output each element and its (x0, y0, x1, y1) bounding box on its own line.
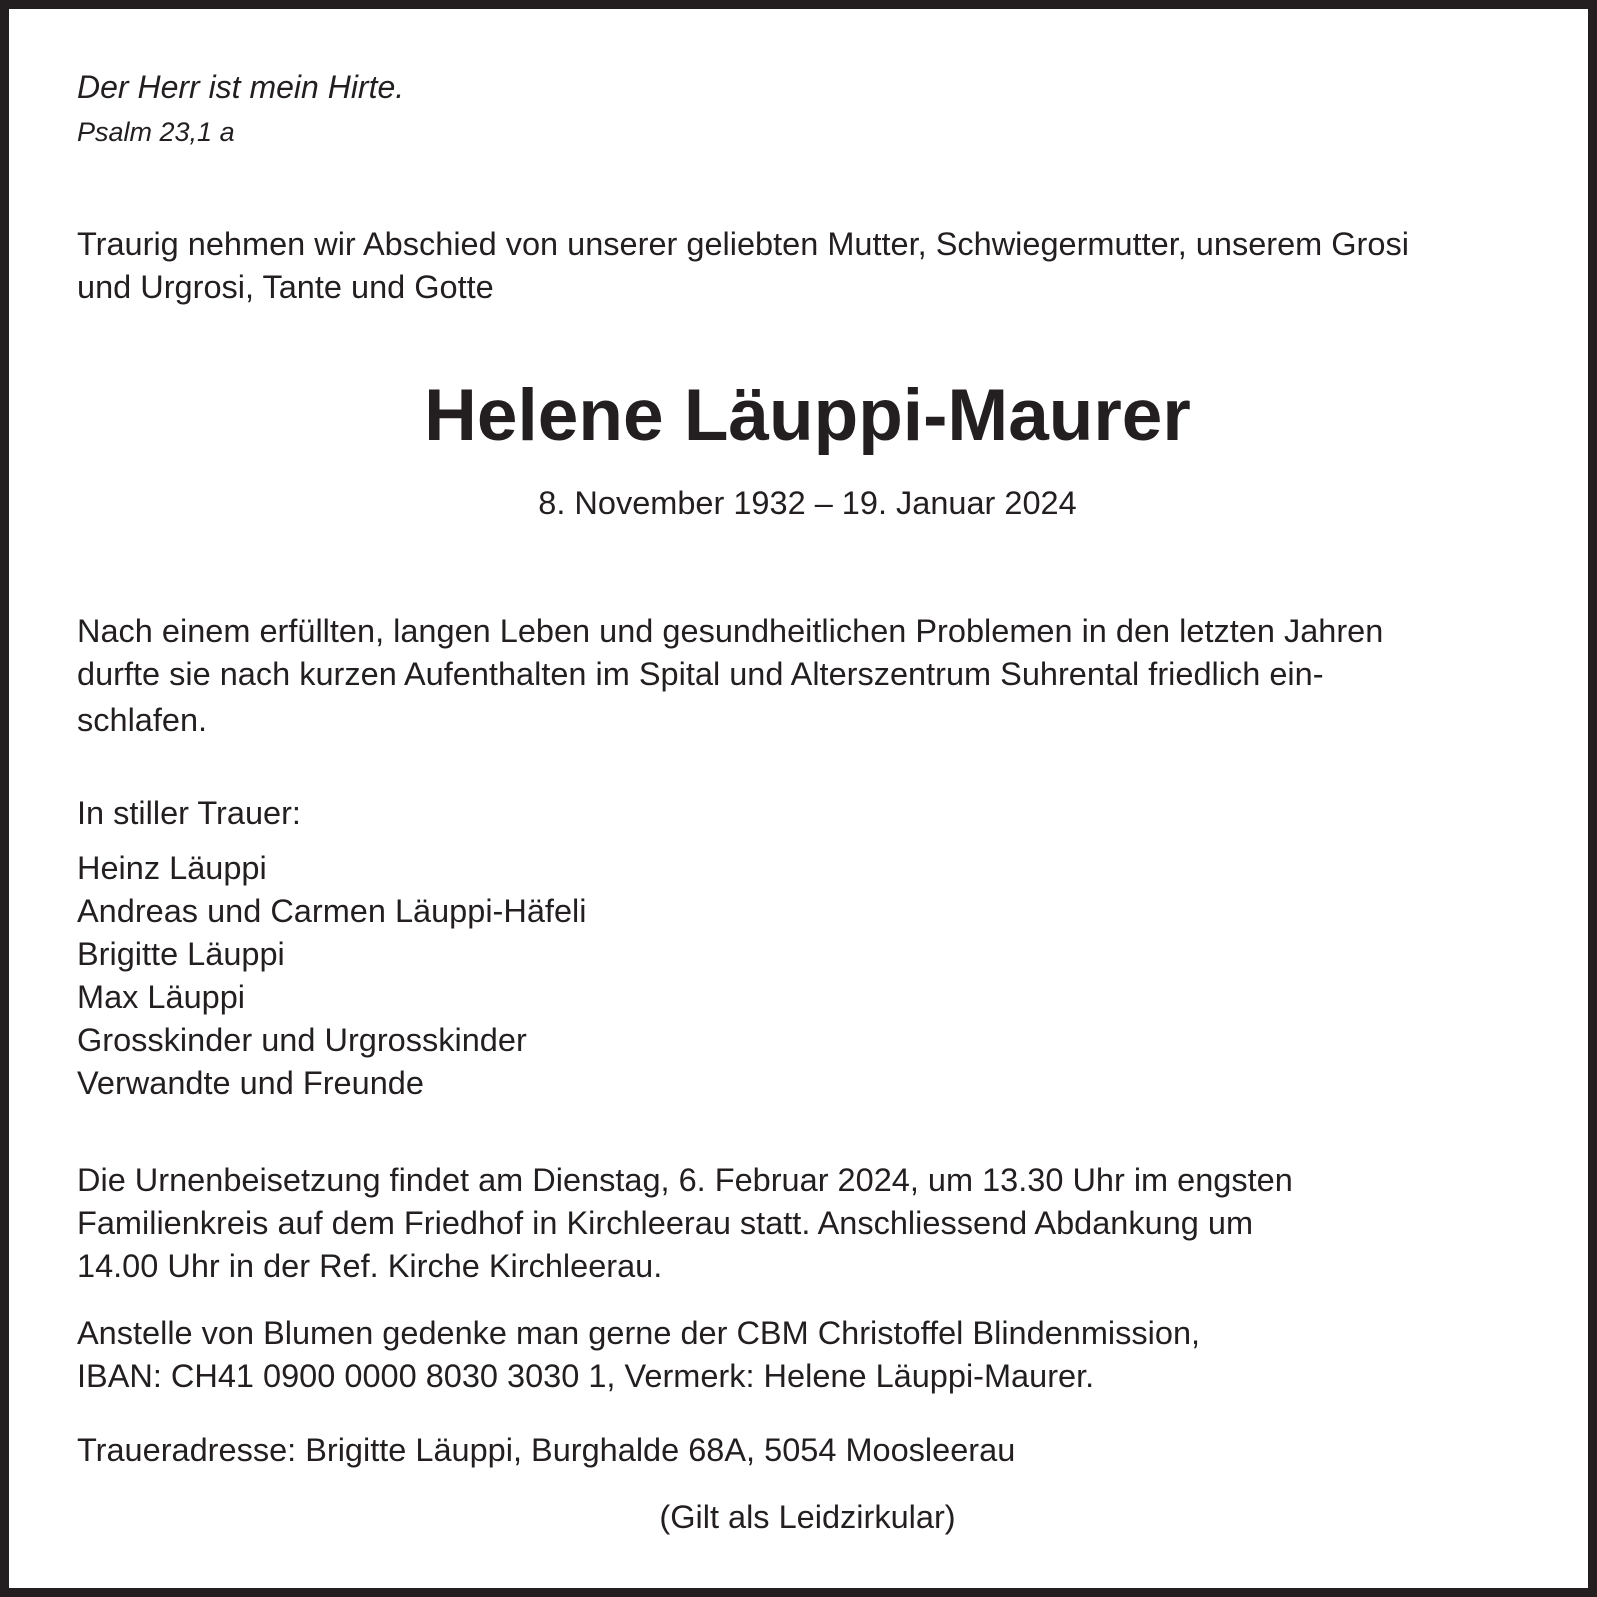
verse-reference: Psalm 23,1 a (77, 117, 235, 147)
life-dates: 8. November 1932 – 19. Januar 2024 (538, 485, 1077, 521)
intro-line: Traurig nehmen wir Abschied von unserer geliebten Mutter, Schwiegermutter, unserem Grosi (77, 226, 1409, 262)
ceremony-line: Familienkreis auf dem Friedhof in Kirchleerau statt. Anschliessend Abdankung um (77, 1205, 1254, 1241)
message-line: durfte sie nach kurzen Aufenthalten im Spital und Alterszentrum Suhrental friedlich ein- (77, 656, 1324, 692)
mourner-name: Brigitte Läuppi (77, 936, 285, 972)
intro-paragraph (77, 223, 1409, 309)
message-paragraph (77, 610, 1383, 742)
ceremony-line: 14.00 Uhr in der Ref. Kirche Kirchleerau. (77, 1248, 663, 1284)
circular-note: (Gilt als Leidzirkular) (659, 1499, 956, 1535)
mourning-address: Traueradresse: Brigitte Läuppi, Burghalde 68A, 5054 Moosleerau (77, 1432, 1016, 1468)
message-line: schlafen. (77, 702, 208, 738)
ceremony-line: Die Urnenbeisetzung findet am Dienstag, 6. Februar 2024, um 13.30 Uhr im engsten (77, 1162, 1293, 1198)
mourner-name: Max Läuppi (77, 979, 246, 1015)
deceased-name: Helene Läuppi-Maurer (424, 375, 1191, 456)
mourner-name: Verwandte und Freunde (77, 1065, 424, 1101)
mourner-name: Grosskinder und Urgrosskinder (77, 1022, 527, 1058)
mourners-list (77, 847, 586, 1105)
donation-line: Anstelle von Blumen gedenke man gerne der CBM Christoffel Blindenmission, (77, 1315, 1201, 1351)
mourner-name: Heinz Läuppi (77, 850, 267, 886)
message-line: Nach einem erfüllten, langen Leben und gesundheitlichen Problemen in den letzten Jahren (77, 613, 1384, 649)
bible-verse: Der Herr ist mein Hirte. (77, 69, 405, 105)
mourners-heading: In stiller Trauer: (77, 795, 301, 831)
donation-line: IBAN: CH41 0900 0000 8030 3030 1, Vermerk: Helene Läuppi-Maurer. (77, 1358, 1095, 1394)
intro-line: und Urgrosi, Tante und Gotte (77, 269, 494, 305)
ceremony-paragraph (77, 1159, 1293, 1288)
donation-paragraph (77, 1312, 1200, 1398)
mourner-name: Andreas und Carmen Läuppi-Häfeli (77, 893, 587, 929)
